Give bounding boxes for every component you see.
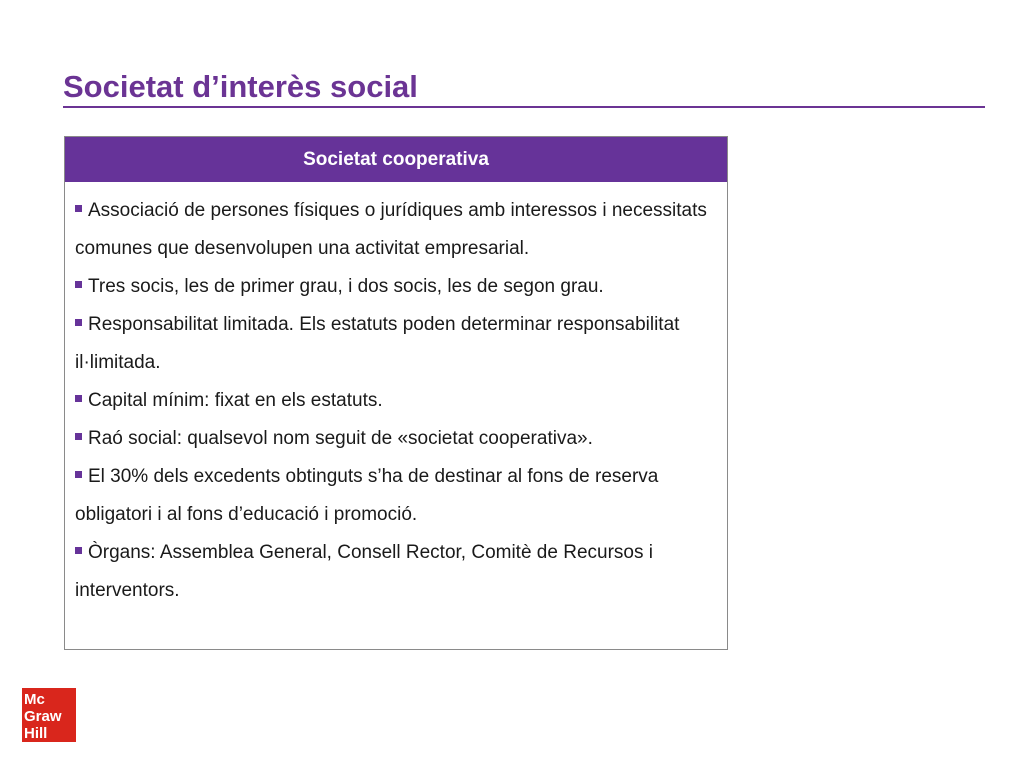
bullet-item [75,534,719,610]
square-bullet-icon [75,281,82,288]
bullet-item [75,268,719,306]
info-card [64,136,728,650]
bullet-item [75,420,719,458]
mcgraw-hill-logo [22,688,76,742]
square-bullet-icon [75,547,82,554]
card-body [65,182,727,610]
square-bullet-icon [75,471,82,478]
square-bullet-icon [75,205,82,212]
square-bullet-icon [75,433,82,440]
bullet-text: Capital mínim: fixat en els estatuts. [88,390,383,411]
logo-line-hill: Hill [24,725,48,742]
bullet-text: Òrgans: Assemblea General, Consell Rector, Comitè de Recursos i interventors. [75,542,653,601]
bullet-item [75,306,719,382]
square-bullet-icon [75,319,82,326]
bullet-text: Raó social: qualsevol nom seguit de «societat cooperativa». [88,428,593,449]
logo-line-mc: Mc [24,691,45,708]
bullet-text: El 30% dels excedents obtinguts s’ha de destinar al fons de reserva obligatori i al fons d’educació i promoció. [75,466,659,525]
bullet-text: Tres socis, les de primer grau, i dos socis, les de segon grau. [88,276,604,297]
bullet-text: Responsabilitat limitada. Els estatuts poden determinar responsabilitat il·limitada. [75,314,680,373]
bullet-item [75,192,719,268]
bullet-item [75,458,719,534]
logo-line-graw: Graw [24,708,62,725]
bullet-list [75,192,719,610]
square-bullet-icon [75,395,82,402]
bullet-item [75,382,719,420]
slide-title: Societat d’interès social [63,68,985,108]
card-header: Societat cooperativa [65,137,727,182]
bullet-text: Associació de persones físiques o jurídiques amb interessos i necessitats comunes que desenvolupen una activitat empresarial. [75,200,707,259]
